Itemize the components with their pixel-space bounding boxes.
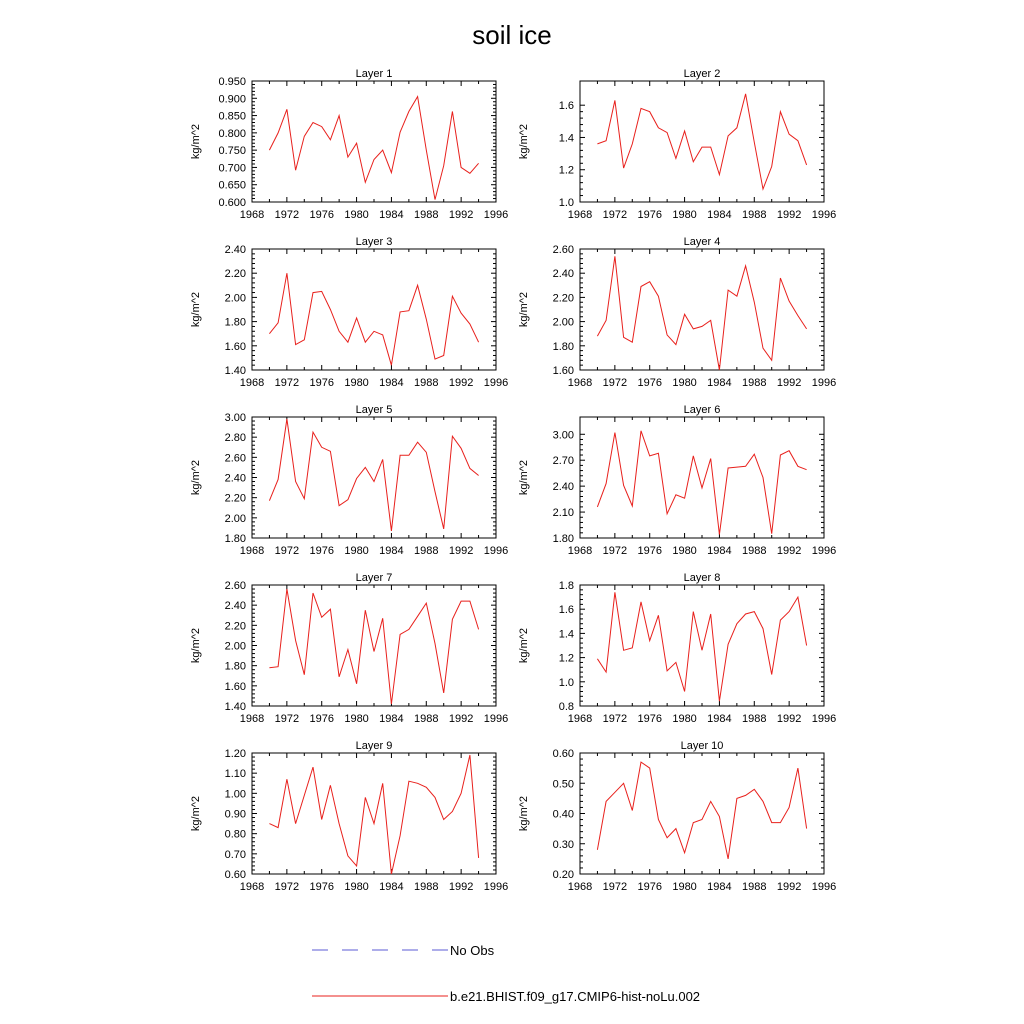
x-tick-label: 1996	[811, 713, 837, 725]
y-tick-label: 0.600	[218, 197, 246, 209]
y-tick-label: 1.2	[558, 652, 574, 665]
x-tick-label: 1996	[483, 377, 509, 389]
x-tick-label: 1996	[811, 881, 837, 893]
x-tick-label: 1968	[239, 209, 265, 221]
y-tick-label: 1.40	[224, 701, 246, 713]
y-tick-label: 2.10	[552, 507, 574, 520]
x-tick-label: 1968	[567, 209, 593, 221]
y-tick-label: 0.750	[218, 145, 246, 158]
y-tick-label: 1.80	[552, 340, 574, 353]
y-tick-label: 0.40	[552, 808, 574, 821]
x-tick-label: 1980	[344, 881, 369, 893]
x-tick-label: 1992	[448, 209, 474, 221]
y-tick-label: 1.20	[224, 748, 246, 760]
x-tick-label: 1976	[309, 713, 334, 725]
y-tick-label: 1.2	[558, 164, 574, 177]
y-tick-label: 1.8	[558, 580, 574, 592]
y-tick-label: 2.00	[224, 640, 246, 653]
y-tick-label: 2.00	[224, 292, 246, 305]
y-axis-label: kg/m^2	[518, 291, 530, 328]
y-tick-label: 2.20	[552, 292, 574, 305]
series-line	[597, 592, 806, 701]
chart-panels	[190, 68, 836, 893]
plot-frame	[252, 417, 496, 538]
x-tick-label: 1996	[483, 545, 509, 557]
y-tick-label: 2.20	[224, 620, 246, 633]
x-tick-label: 1976	[309, 545, 334, 557]
y-tick-label: 0.800	[218, 127, 246, 140]
chart-panel-4	[518, 236, 836, 389]
x-tick-label: 1976	[637, 881, 662, 893]
plot-frame	[252, 753, 496, 874]
y-tick-label: 0.60	[224, 869, 246, 881]
panel-title: Layer 8	[683, 572, 721, 584]
x-tick-label: 1996	[483, 209, 509, 221]
y-axis-label: kg/m^2	[518, 123, 530, 160]
plot-frame	[252, 585, 496, 706]
series-line	[269, 97, 478, 200]
panel-title: Layer 9	[355, 740, 393, 752]
y-tick-label: 0.60	[552, 748, 574, 760]
y-tick-label: 0.30	[552, 838, 574, 851]
x-tick-label: 1976	[637, 545, 662, 557]
x-tick-label: 1968	[239, 713, 265, 725]
x-tick-label: 1984	[707, 545, 732, 557]
x-tick-label: 1980	[344, 209, 369, 221]
series-line	[269, 589, 478, 704]
y-axis-label: kg/m^2	[518, 627, 530, 664]
y-tick-label: 2.60	[552, 244, 574, 256]
y-tick-label: 2.40	[552, 481, 574, 494]
plot-frame	[580, 753, 824, 874]
chart-panel-1	[190, 68, 508, 221]
y-tick-label: 1.60	[552, 365, 574, 377]
x-tick-label: 1976	[309, 377, 334, 389]
chart-panel-2	[518, 68, 836, 221]
y-tick-label: 0.70	[224, 848, 246, 861]
y-tick-label: 1.80	[224, 533, 246, 545]
x-tick-label: 1972	[602, 209, 628, 221]
y-tick-label: 2.00	[552, 316, 574, 329]
y-tick-label: 0.900	[218, 93, 246, 106]
x-tick-label: 1984	[379, 881, 404, 893]
y-tick-label: 2.40	[552, 268, 574, 281]
x-tick-label: 1972	[602, 545, 628, 557]
x-tick-label: 1984	[379, 209, 404, 221]
x-tick-label: 1980	[344, 377, 369, 389]
x-tick-label: 1980	[672, 377, 697, 389]
x-tick-label: 1984	[707, 377, 732, 389]
y-tick-label: 1.4	[558, 628, 574, 641]
series-line	[597, 256, 806, 370]
panel-title: Layer 1	[355, 68, 393, 80]
y-tick-label: 2.60	[224, 452, 246, 465]
x-tick-label: 1980	[672, 713, 697, 725]
x-tick-label: 1968	[567, 713, 593, 725]
y-tick-label: 3.00	[552, 429, 574, 442]
x-tick-label: 1996	[811, 209, 837, 221]
y-axis-label: kg/m^2	[190, 627, 202, 664]
y-tick-label: 0.20	[552, 869, 574, 881]
legend	[312, 943, 700, 1004]
x-tick-label: 1972	[602, 881, 628, 893]
x-tick-label: 1972	[274, 713, 300, 725]
y-tick-label: 2.20	[224, 268, 246, 281]
x-tick-label: 1992	[448, 545, 474, 557]
x-tick-label: 1988	[414, 881, 439, 893]
chart-panel-10	[518, 740, 836, 893]
y-tick-label: 1.4	[558, 132, 574, 145]
y-tick-label: 1.80	[224, 316, 246, 329]
x-tick-label: 1988	[414, 713, 439, 725]
y-axis-label: kg/m^2	[518, 795, 530, 832]
y-tick-label: 2.00	[224, 512, 246, 525]
x-tick-label: 1992	[776, 881, 802, 893]
y-tick-label: 2.70	[552, 455, 574, 468]
x-tick-label: 1984	[379, 713, 404, 725]
x-tick-label: 1980	[344, 545, 369, 557]
panel-title: Layer 6	[683, 404, 721, 416]
plot-frame	[252, 81, 496, 202]
x-tick-label: 1972	[602, 713, 628, 725]
x-tick-label: 1992	[776, 545, 802, 557]
plot-frame	[580, 249, 824, 370]
x-tick-label: 1988	[742, 713, 767, 725]
x-tick-label: 1992	[448, 377, 474, 389]
legend-obs-label: No Obs	[450, 943, 495, 958]
panel-title: Layer 5	[355, 404, 393, 416]
series-line	[269, 755, 478, 874]
x-tick-label: 1988	[414, 377, 439, 389]
x-tick-label: 1980	[672, 209, 697, 221]
series-line	[269, 273, 478, 365]
y-tick-label: 0.90	[224, 808, 246, 821]
x-tick-label: 1984	[379, 377, 404, 389]
x-tick-label: 1988	[414, 209, 439, 221]
y-tick-label: 1.40	[224, 365, 246, 377]
x-tick-label: 1968	[239, 545, 265, 557]
x-tick-label: 1988	[414, 545, 439, 557]
y-tick-label: 0.80	[224, 828, 246, 841]
y-axis-label: kg/m^2	[190, 123, 202, 160]
y-axis-label: kg/m^2	[190, 795, 202, 832]
y-tick-label: 1.60	[224, 680, 246, 693]
x-tick-label: 1988	[742, 881, 767, 893]
x-tick-label: 1980	[672, 881, 697, 893]
x-tick-label: 1984	[707, 713, 732, 725]
x-tick-label: 1992	[448, 713, 474, 725]
y-axis-label: kg/m^2	[190, 459, 202, 496]
x-tick-label: 1972	[274, 209, 300, 221]
y-tick-label: 1.00	[224, 788, 246, 801]
panel-title: Layer 4	[683, 236, 721, 248]
y-tick-label: 2.40	[224, 600, 246, 613]
x-tick-label: 1984	[707, 881, 732, 893]
y-tick-label: 1.10	[224, 768, 246, 781]
x-tick-label: 1976	[637, 713, 662, 725]
y-tick-label: 2.60	[224, 580, 246, 592]
x-tick-label: 1976	[637, 209, 662, 221]
x-tick-label: 1996	[483, 713, 509, 725]
panel-title: Layer 7	[355, 572, 393, 584]
series-line	[597, 431, 806, 535]
x-tick-label: 1996	[811, 545, 837, 557]
y-tick-label: 2.40	[224, 244, 246, 256]
series-line	[597, 762, 806, 859]
x-tick-label: 1968	[567, 545, 593, 557]
x-tick-label: 1984	[379, 545, 404, 557]
chart-panel-9	[190, 740, 508, 893]
x-tick-label: 1988	[742, 545, 767, 557]
chart-panel-5	[190, 404, 508, 557]
y-tick-label: 0.850	[218, 110, 246, 123]
panel-title: Layer 2	[683, 68, 721, 80]
panel-title: Layer 10	[680, 740, 724, 752]
y-tick-label: 2.20	[224, 492, 246, 505]
x-tick-label: 1972	[274, 377, 300, 389]
x-tick-label: 1980	[672, 545, 697, 557]
y-tick-label: 0.50	[552, 778, 574, 791]
x-tick-label: 1996	[811, 377, 837, 389]
x-tick-label: 1992	[776, 377, 802, 389]
plot-frame	[580, 417, 824, 538]
y-tick-label: 1.6	[558, 100, 574, 113]
series-line	[597, 94, 806, 189]
y-tick-label: 0.950	[218, 76, 246, 88]
x-tick-label: 1968	[239, 881, 265, 893]
x-tick-label: 1996	[483, 881, 509, 893]
y-axis-label: kg/m^2	[190, 291, 202, 328]
x-tick-label: 1992	[776, 713, 802, 725]
x-tick-label: 1988	[742, 209, 767, 221]
x-tick-label: 1988	[742, 377, 767, 389]
figure-title: soil ice	[472, 20, 552, 50]
x-tick-label: 1968	[567, 881, 593, 893]
x-tick-label: 1976	[309, 881, 334, 893]
panel-title: Layer 3	[355, 236, 393, 248]
y-axis-label: kg/m^2	[518, 459, 530, 496]
x-tick-label: 1984	[707, 209, 732, 221]
y-tick-label: 2.40	[224, 472, 246, 485]
chart-panel-8	[518, 572, 836, 725]
y-tick-label: 1.80	[224, 660, 246, 673]
y-tick-label: 0.8	[558, 701, 574, 713]
x-tick-label: 1980	[344, 713, 369, 725]
chart-panel-6	[518, 404, 836, 557]
chart-panel-7	[190, 572, 508, 725]
y-tick-label: 1.60	[224, 340, 246, 353]
x-tick-label: 1968	[239, 377, 265, 389]
x-tick-label: 1972	[274, 881, 300, 893]
x-tick-label: 1992	[776, 209, 802, 221]
x-tick-label: 1972	[274, 545, 300, 557]
x-tick-label: 1976	[637, 377, 662, 389]
y-tick-label: 1.0	[558, 676, 574, 689]
y-tick-label: 0.650	[218, 179, 246, 192]
x-tick-label: 1972	[602, 377, 628, 389]
y-tick-label: 0.700	[218, 162, 246, 175]
x-tick-label: 1992	[448, 881, 474, 893]
y-tick-label: 1.80	[552, 533, 574, 545]
y-tick-label: 3.00	[224, 412, 246, 424]
legend-model-label: b.e21.BHIST.f09_g17.CMIP6-hist-noLu.002	[450, 989, 701, 1004]
y-tick-label: 1.6	[558, 604, 574, 617]
y-tick-label: 1.0	[558, 197, 574, 209]
plot-frame	[580, 81, 824, 202]
series-line	[269, 419, 478, 531]
x-tick-label: 1976	[309, 209, 334, 221]
x-tick-label: 1968	[567, 377, 593, 389]
chart-panel-3	[190, 236, 508, 389]
y-tick-label: 2.80	[224, 432, 246, 445]
